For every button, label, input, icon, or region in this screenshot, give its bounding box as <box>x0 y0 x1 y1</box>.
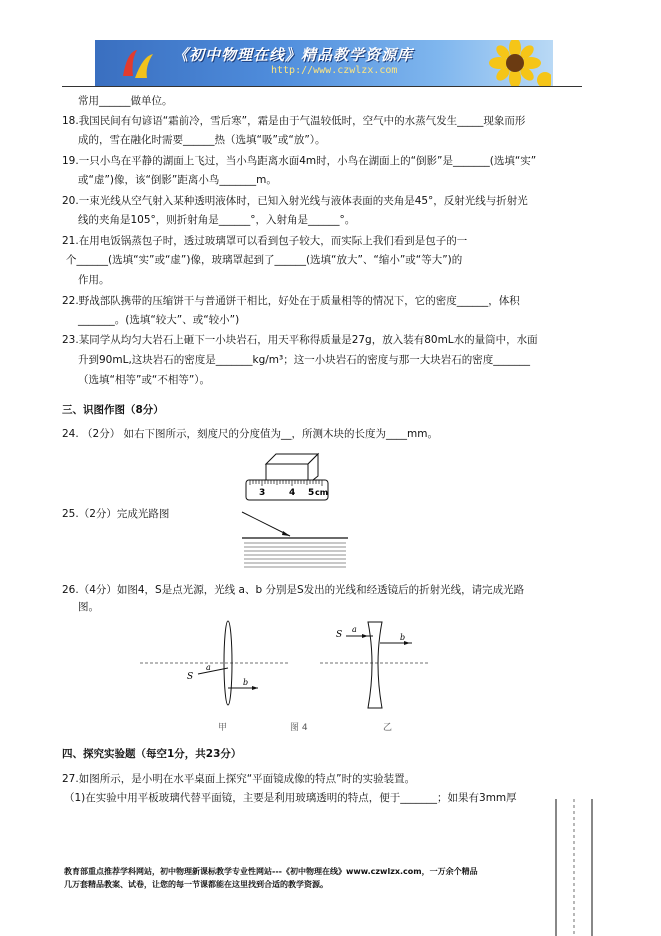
q25-light-figure <box>236 508 352 572</box>
header-rule <box>62 86 582 87</box>
caption-left: 甲 <box>218 723 228 733</box>
ruler-unit: cm <box>315 488 329 497</box>
arrow-icon <box>362 634 368 638</box>
q26-line2: 图。 <box>78 601 99 613</box>
q18-line1: 18.我国民间有句谚语“霜前冷，雪后寒”，霜是由于气温较低时，空气中的水蒸气发生_____现象而形 <box>62 115 526 127</box>
banner-url: http://www.czwlzx.com <box>271 65 398 76</box>
liquid-hatching <box>244 543 346 567</box>
q23-line2: 升到90mL,这块岩石的密度是_______kg/m³；这一小块岩石的密度与那一大块岩石的密度_______ <box>78 354 530 366</box>
q20-line1: 20.一束光线从空气射入某种透明液体时，已知入射光线与液体表面的夹角是45°，反射光线与折射光 <box>62 195 528 207</box>
q22-line1: 22.野战部队携带的压缩饼干与普通饼干相比，好处在于质量相等的情况下，它的密度______，体积 <box>62 295 520 307</box>
ray-arrow-icon <box>282 531 290 536</box>
concave-lens <box>368 622 382 708</box>
label-b-right: b <box>400 633 406 642</box>
q24-text: 24. （2分） 如右下图所示，刻度尺的分度值为__，所测木块的长度为____mm。 <box>62 428 439 440</box>
label-b-left: b <box>243 678 249 687</box>
label-s-right: S <box>336 630 343 640</box>
ruler-tick-label-3: 3 <box>259 488 266 498</box>
ruler-block-figure <box>244 450 330 502</box>
q27-line2: （1)在实验中用平板玻璃代替平面镜，主要是利用玻璃透明的特点，便于_______；如果有3mm厚 <box>64 792 517 804</box>
q21-line1: 21.在用电饭锅蒸包子时，透过玻璃罩可以看到包子较大，而实际上我们看到是包子的一 <box>62 235 468 247</box>
site-logo-icon <box>117 46 157 82</box>
ruler-tick-label-5: 5 <box>308 488 315 498</box>
q25-text: 25.（2分）完成光路图 <box>62 508 170 520</box>
ray-a-left <box>198 668 228 674</box>
q18-line2: 成的，雪在融化时需要______热（选填“吸”或“放”）。 <box>78 134 326 146</box>
q23-line3: （选填“相等”或“不相等”）。 <box>78 374 211 386</box>
q19-line2: 或“虚”)像，该“倒影”距离小鸟_______m。 <box>78 174 277 186</box>
q20-line2: 线的夹角是105°，则折射角是______°，入射角是______°。 <box>78 214 356 226</box>
banner-title: 《初中物理在线》精品教学资源库 <box>173 46 414 64</box>
sunflower-icon <box>471 40 551 86</box>
q26-line1: 26.（4分）如图4，S是点光源，光线 a、b 分别是S发出的光线和经透镜后的折射光线，请完成光路 <box>62 584 525 596</box>
label-a-left: a <box>206 663 211 672</box>
footer-line1: 教育部重点推荐学科网站，初中物理新课标教学专业性网站---《初中物理在线》www.czwlzx.com，一万余个精品 <box>64 867 478 876</box>
q23-line1: 23.某同学从均匀大岩石上砸下一小块岩石，用天平称得质量是27g，放入装有80mL水的量筒中，水面 <box>62 334 538 346</box>
caption-center: 图 4 <box>290 723 308 733</box>
q22-line2: _______。(选填“较大”、或“较小”) <box>78 314 240 326</box>
header-banner <box>95 40 553 86</box>
section-3-heading: 三、识图作图（8分） <box>62 404 164 416</box>
ruler-tick-label-4: 4 <box>289 488 296 498</box>
q27-line1: 27.如图所示，是小明在水平桌面上探究“平面镜成像的特点”时的实验装置。 <box>62 773 416 785</box>
footer-line2: 几万套精品教案、试卷，让您的每一节课都能在这里找到合适的教学资源。 <box>64 880 328 889</box>
right-margin-frame <box>548 795 596 936</box>
q21-line2: 个______(选填“实”或“虚”)像，玻璃罩起到了______(选填“放大”、“缩小”或“等大”)的 <box>66 254 463 266</box>
q21-line3: 作用。 <box>78 274 110 286</box>
q17-cont: 常用______做单位。 <box>78 95 173 107</box>
figure-4-lenses <box>140 618 430 734</box>
label-a-right: a <box>352 625 357 634</box>
section-4-heading: 四、探究实验题（每空1分，共23分） <box>62 748 242 760</box>
caption-right: 乙 <box>383 723 393 733</box>
q19-line1: 19.一只小鸟在平静的湖面上飞过，当小鸟距离水面4m时，小鸟在湖面上的“倒影”是_______(选填“实” <box>62 155 537 167</box>
arrow-icon <box>252 686 258 690</box>
label-s-left: S <box>187 672 194 682</box>
